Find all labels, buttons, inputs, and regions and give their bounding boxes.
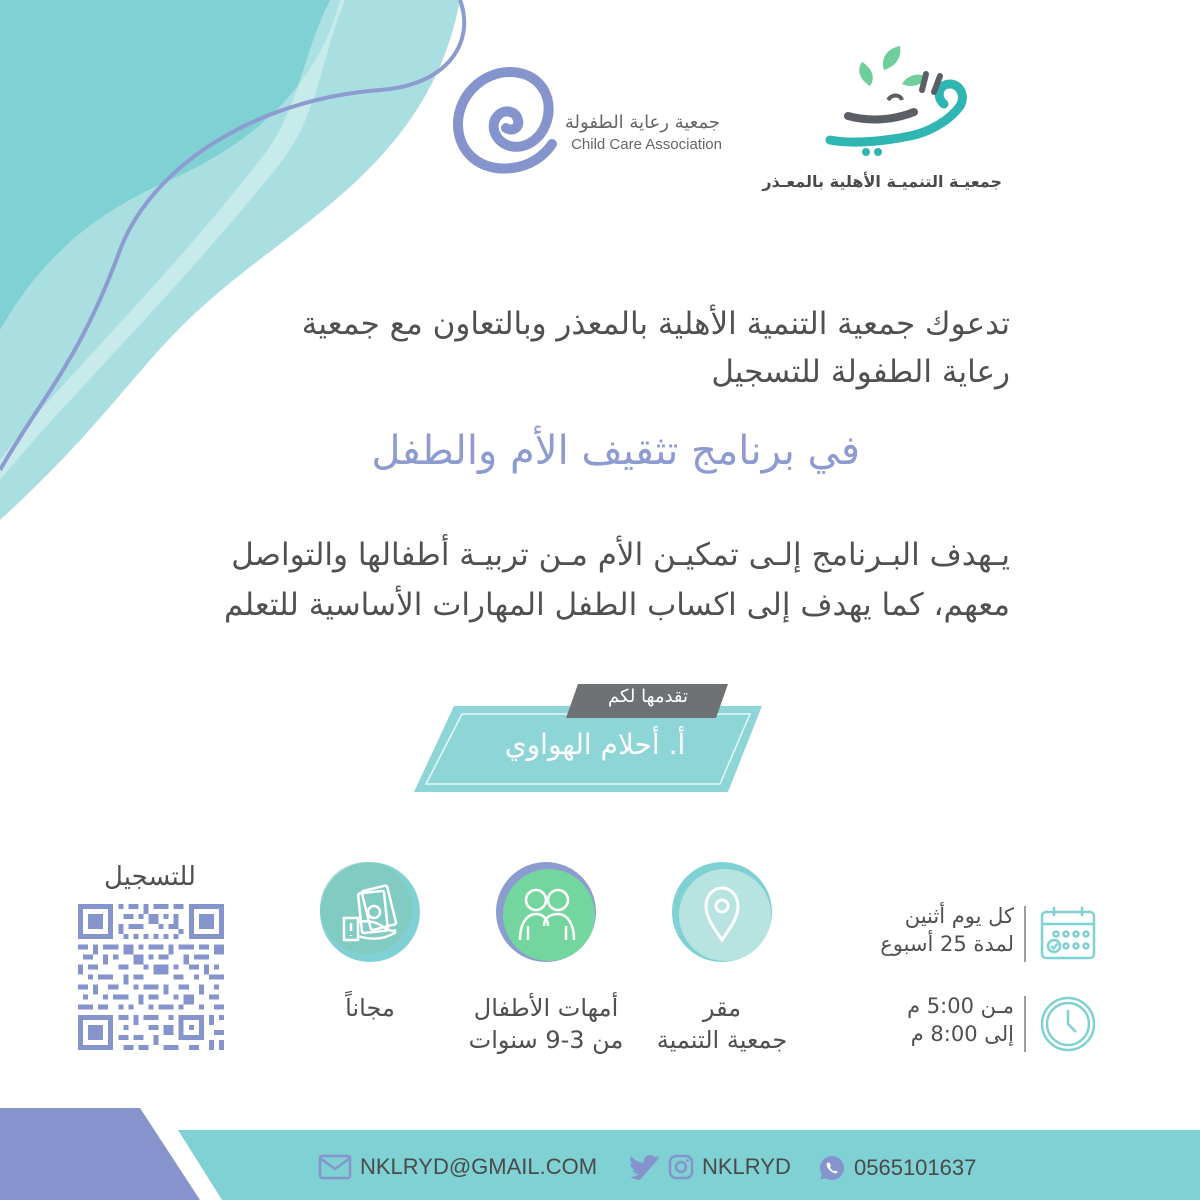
goal-line-2: معهم، كما يهدف إلى اكساب الطفل المهارات الأساسية للتعلم	[223, 587, 1010, 623]
location-pin-icon	[670, 860, 774, 964]
presenter-tag: تقدمها لكم	[607, 686, 689, 707]
schedule-days	[860, 902, 1100, 972]
footer-phone[interactable]	[818, 1154, 976, 1182]
invitation-line-2: رعاية الطفولة للتسجيل	[711, 354, 1010, 390]
program-goal-text	[150, 530, 1010, 630]
presenter-name: أ. أحلام الهواوي	[504, 728, 686, 761]
phone-number: 0565101637	[854, 1155, 977, 1180]
email-address: NKLRYD@GMAIL.COM	[360, 1154, 598, 1179]
feature-target-audience	[456, 860, 636, 1056]
schedule-divider	[1024, 996, 1026, 1052]
schedule-time-text: مـن 5:00 م إلى 8:00 م	[907, 994, 1014, 1046]
cca-arabic-name: جمعية رعاية الطفولة	[564, 112, 720, 133]
email-icon	[318, 1154, 352, 1180]
invitation-text	[170, 300, 1010, 396]
feature-audience-label: أمهات الأطفال من 3-9 سنوات	[468, 994, 624, 1054]
schedule-divider	[1024, 906, 1026, 962]
tanmia-subtitle: جمعيـة التنميـة الأهلية بالمعـذر	[762, 172, 1002, 191]
register-label: للتسجيل	[104, 862, 196, 892]
program-title: في برنامج تثقيف الأم والطفل	[371, 428, 860, 474]
feature-free	[280, 860, 460, 1024]
tanmia-calligraphy-logo	[810, 40, 980, 160]
parents-icon	[494, 860, 598, 964]
social-handle: NKLRYD	[702, 1154, 791, 1179]
presenter-badge	[410, 680, 770, 800]
clock-icon	[1036, 992, 1100, 1056]
swirl-logo-icon	[440, 60, 570, 190]
registration-qr-code[interactable]	[78, 904, 224, 1050]
schedule-time	[860, 992, 1100, 1062]
invitation-line-1: تدعوك جمعية التنمية الأهلية بالمعذر وبالتعاون مع جمعية	[301, 306, 1010, 342]
feature-location-label: مقر جمعية التنمية	[656, 994, 788, 1054]
footer-social[interactable]	[630, 1154, 791, 1180]
goal-line-1: يـهدف البـرنامج إلـى تمكيـن الأم مـن تربيـة أطفالها والتواصل	[231, 537, 1010, 573]
schedule-days-text: كل يوم أثنين لمدة 25 أسبوع	[880, 904, 1014, 956]
instagram-icon	[668, 1154, 694, 1180]
feature-free-label: مجاناً	[345, 994, 395, 1022]
twitter-icon	[630, 1154, 660, 1180]
feature-location	[632, 860, 812, 1056]
money-hand-icon	[318, 860, 422, 964]
footer-email[interactable]	[318, 1154, 597, 1180]
whatsapp-icon	[818, 1154, 846, 1182]
calendar-icon	[1036, 902, 1100, 966]
cca-english-name: Child Care Association	[571, 136, 722, 153]
tanmia-association-logo	[762, 40, 1010, 200]
child-care-association-logo	[440, 60, 740, 190]
